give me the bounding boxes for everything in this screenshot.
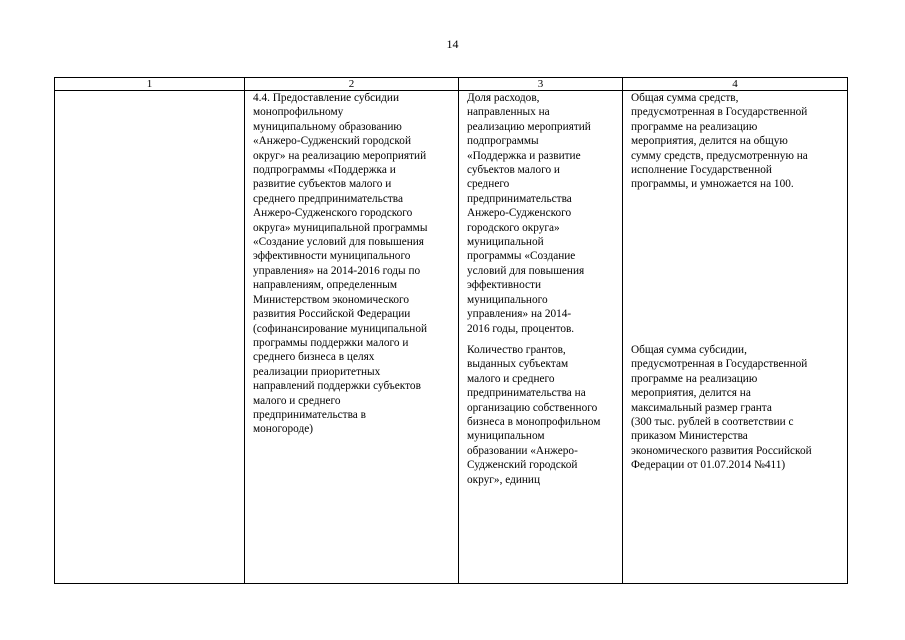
page-number: 14	[446, 37, 459, 51]
method-1-text: Общая сумма средств, предусмотренная в Государственной программе на реализацию мероприятия, делится на общую сумму средств, предусмотренную на исполнение Государственной программы, и умножается на 100.	[631, 92, 808, 191]
indicator-1-text: Доля расходов, направленных на реализацию мероприятий подпрограммы «Поддержка и развитие субъектов малого и среднего предпринимательства Анжеро-Судженского городского округа» муниципальной программы «Создание условий для повышения эффективности муниципального управления» на 2014- 2016 годы, процентов.	[467, 92, 591, 335]
activity-text: 4.4. Предоставление субсидии монопрофильному муниципальному образованию «Анжеро-Судженский городской округ» на реализацию мероприятий подпрограммы «Поддержка и развитие субъектов малого и среднего предпринимательства Анжеро-Судженского городского округа» муниципальной программы «Создание условий для повышения эффективности муниципального управления» на 2014-2016 годы по направлениям, определенным Министерством экономического развития Российской Федерации (софинансирование муниципальной программы поддержки малого и среднего бизнеса в целях реализации приоритетных направлений поддержки субъектов малого и среднего предпринимательства в моногороде)	[253, 92, 428, 436]
table-header-row	[55, 78, 848, 91]
indicator-2-text: Количество грантов, выданных субъектам малого и среднего предпринимательства на организацию собственного бизнеса в монопрофильном муниципальном образовании «Анжеро- Судженский городской округ», единиц	[467, 343, 601, 486]
cell-col-1	[55, 91, 245, 584]
header-col-4: 4	[623, 78, 848, 91]
header-col-2: 2	[245, 78, 459, 91]
cell-activity	[245, 91, 459, 584]
cell-indicators	[459, 91, 623, 584]
table-row	[55, 91, 848, 584]
method-2-text: Общая сумма субсидии, предусмотренная в Государственной программе на реализацию мероприятия, делится на максимальный размер гранта (300 тыс. рублей в соответствии с приказом Министерства экономического развития Российской Федерации от 01.07.2014 №411)	[631, 344, 812, 472]
paragraph-spacer	[467, 336, 619, 343]
header-col-1: 1	[55, 78, 245, 91]
cell-methods	[623, 91, 848, 584]
header-col-3: 3	[459, 78, 623, 91]
indicators-table	[54, 77, 848, 584]
